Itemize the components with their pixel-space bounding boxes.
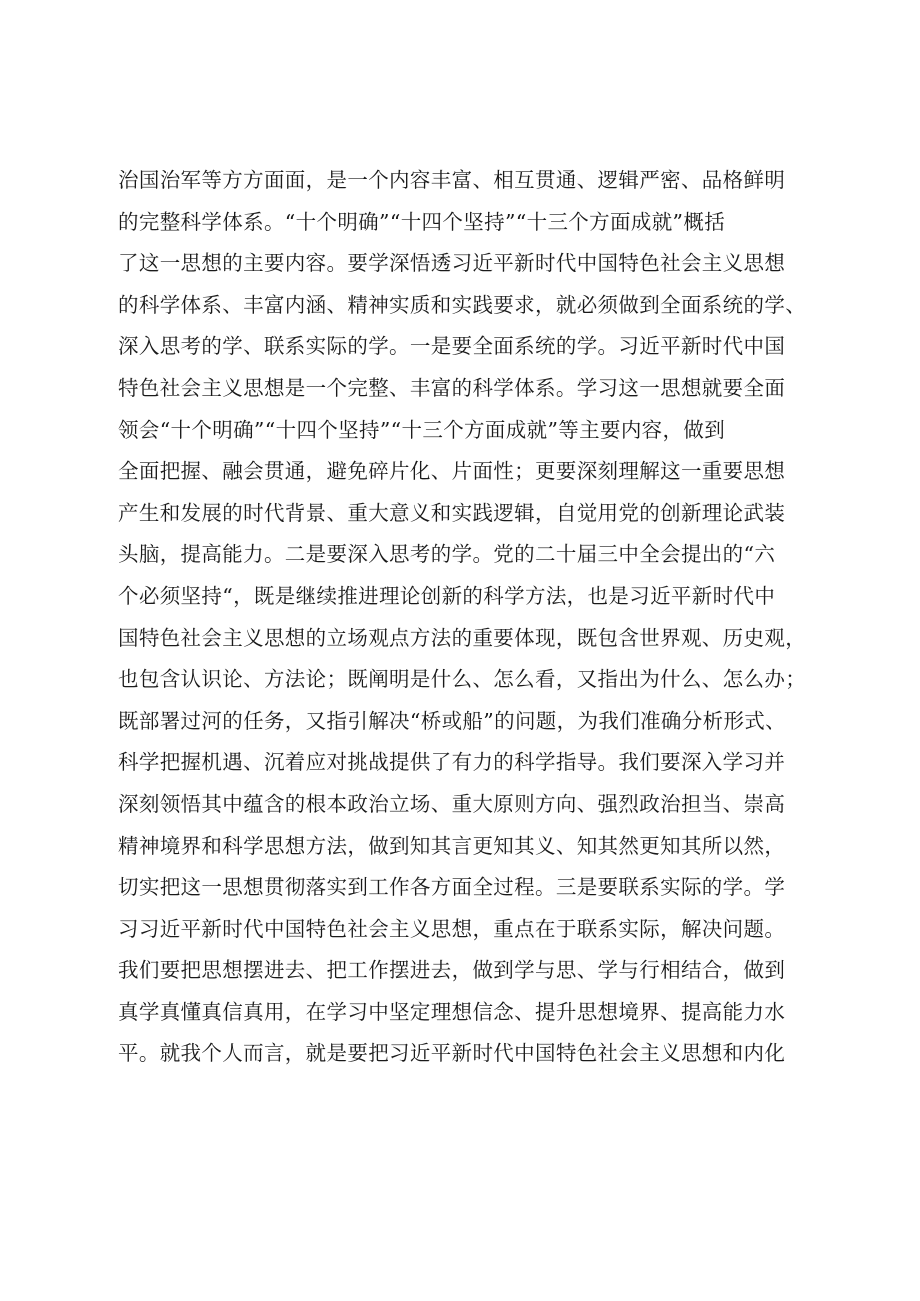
text-line-2: 的完整科学体系。“十个明确”“十四个坚持”“十三个方面成就”概括 <box>118 209 726 234</box>
text-line-12: 国特色社会主义思想的立场观点方法的重要体现，既包含世界观、历史观， <box>118 625 807 650</box>
text-line-8: 全面把握、融会贯通，避免碎片化、片面性；更要深刻理解这一重要思想 <box>118 459 786 484</box>
body-paragraph <box>118 160 818 1075</box>
text-line-13: 也包含认识论、方法论；既阐明是什么、怎么看，又指出为什么、怎么办； <box>118 667 807 692</box>
text-line-19: 习习近平新时代中国特色社会主义思想，重点在于联系实际，解决问题。 <box>118 916 786 941</box>
text-line-7: 领会“十个明确”“十四个坚持”“十三个方面成就”等主要内容，做到 <box>118 417 726 442</box>
text-line-9: 产生和发展的时代背景、重大意义和实践逻辑，自觉用党的创新理论武装 <box>118 500 786 525</box>
text-line-5: 深入思考的学、联系实际的学。一是要全面系统的学。习近平新时代中国 <box>118 334 786 359</box>
text-line-4: 的科学体系、丰富内涵、精神实质和实践要求，就必须做到全面系统的学、 <box>118 292 807 317</box>
text-line-22: 平。就我个人而言，就是要把习近平新时代中国特色社会主义思想和内化 <box>118 1041 786 1066</box>
text-line-3: 了这一思想的主要内容。要学深悟透习近平新时代中国特色社会主义思想 <box>118 251 786 276</box>
text-line-10: 头脑，提高能力。二是要深入思考的学。党的二十届三中全会提出的“六 <box>118 542 776 567</box>
text-line-1: 治国治军等方方面面，是一个内容丰富、相互贯通、逻辑严密、品格鲜明 <box>118 168 786 192</box>
text-line-17: 精神境界和科学思想方法，做到知其言更知其义、知其然更知其所以然， <box>118 833 786 858</box>
text-line-15: 科学把握机遇、沉着应对挑战提供了有力的科学指导。我们要深入学习并 <box>118 750 786 775</box>
text-line-11: 个必须坚持“，既是继续推进理论创新的科学方法，也是习近平新时代中 <box>118 583 776 608</box>
text-line-20: 我们要把思想摆进去、把工作摆进去，做到学与思、学与行相结合，做到 <box>118 958 786 983</box>
text-line-14: 既部署过河的任务，又指引解决“桥或船”的问题，为我们准确分析形式、 <box>118 708 787 733</box>
text-line-21: 真学真懂真信真用，在学习中坚定理想信念、提升思想境界、提高能力水 <box>118 999 786 1024</box>
text-line-6: 特色社会主义思想是一个完整、丰富的科学体系。学习这一思想就要全面 <box>118 375 786 400</box>
text-line-18: 切实把这一思想贯彻落实到工作各方面全过程。三是要联系实际的学。学 <box>118 875 786 900</box>
text-line-16: 深刻领悟其中蕴含的根本政治立场、重大原则方向、强烈政治担当、崇高 <box>118 791 786 816</box>
